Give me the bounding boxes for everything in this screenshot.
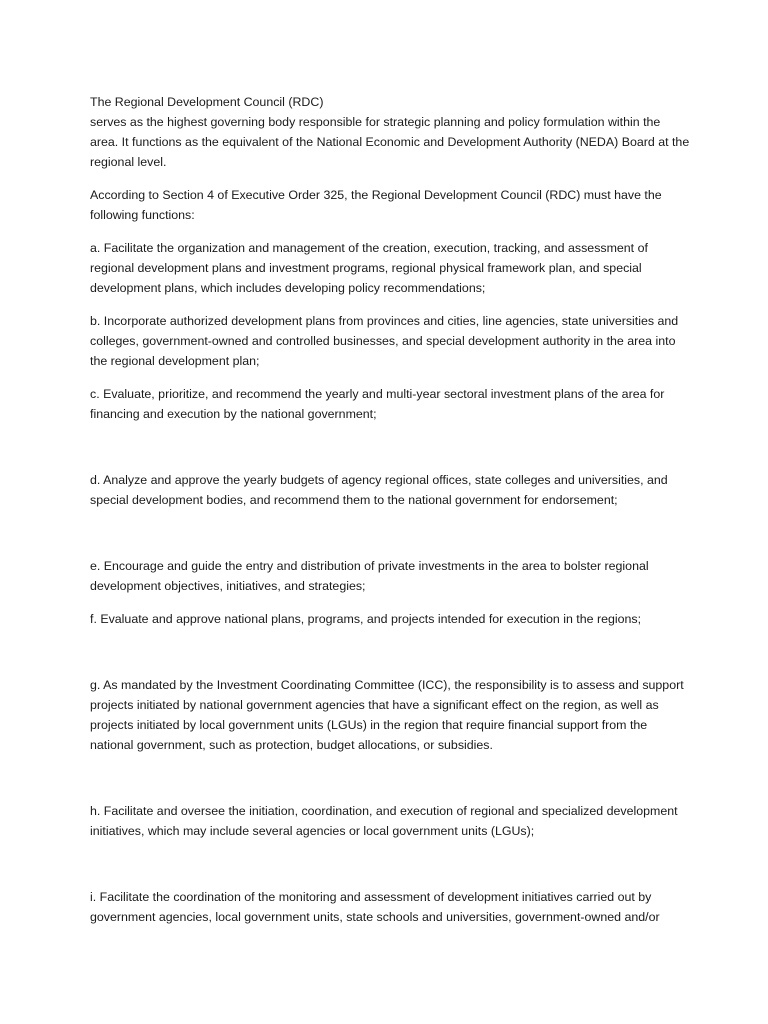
- document-page: [90, 92, 690, 927]
- function-item-e: e. Encourage and guide the entry and distribution of private investments in the area to bolster regional development objectives, initiatives, and strategies;: [90, 559, 649, 593]
- spacer: [90, 371, 690, 384]
- function-item-d: d. Analyze and approve the yearly budgets of agency regional offices, state colleges and universities, and special development bodies, and recommend them to the national government for endorsement;: [90, 473, 668, 507]
- spacer: [90, 510, 690, 556]
- intro-title: The Regional Development Council (RDC): [90, 95, 324, 109]
- spacer: [90, 755, 690, 801]
- section-intro: According to Section 4 of Executive Order 325, the Regional Development Council (RDC) must have the following functions:: [90, 188, 662, 222]
- spacer: [90, 629, 690, 675]
- function-item-b: b. Incorporate authorized development plans from provinces and cities, line agencies, state universities and colleges, government-owned and controlled businesses, and special development authority in the area into the regional development plan;: [90, 314, 679, 368]
- spacer: [90, 225, 690, 238]
- spacer: [90, 424, 690, 470]
- function-item-g: g. As mandated by the Investment Coordinating Committee (ICC), the responsibility is to assess and support projects initiated by national government agencies that have a significant effect on the region, as well as projects initiated by local government units (LGUs) in the region that require financial support from the national government, such as protection, budget allocations, or subsidies.: [90, 678, 684, 752]
- intro-body: serves as the highest governing body responsible for strategic planning and policy formulation within the area. It functions as the equivalent of the National Economic and Development Authority (NEDA) Board at the regional level.: [90, 115, 690, 169]
- function-item-a: a. Facilitate the organization and management of the creation, execution, tracking, and assessment of regional development plans and investment programs, regional physical framework plan, and special development plans, which includes developing policy recommendations;: [90, 241, 648, 295]
- function-item-f: f. Evaluate and approve national plans, programs, and projects intended for execution in the regions;: [90, 612, 642, 626]
- function-item-c: c. Evaluate, prioritize, and recommend the yearly and multi-year sectoral investment plans of the area for financing and execution by the national government;: [90, 387, 665, 421]
- spacer: [90, 298, 690, 311]
- function-item-i: i. Facilitate the coordination of the monitoring and assessment of development initiatives carried out by government agencies, local government units, state schools and universities, government-owned and/or: [90, 890, 660, 924]
- function-item-h: h. Facilitate and oversee the initiation, coordination, and execution of regional and specialized development initiatives, which may include several agencies or local government units (LGUs);: [90, 804, 678, 838]
- spacer: [90, 841, 690, 887]
- intro-paragraph: [90, 92, 690, 172]
- spacer: [90, 596, 690, 609]
- spacer: [90, 172, 690, 185]
